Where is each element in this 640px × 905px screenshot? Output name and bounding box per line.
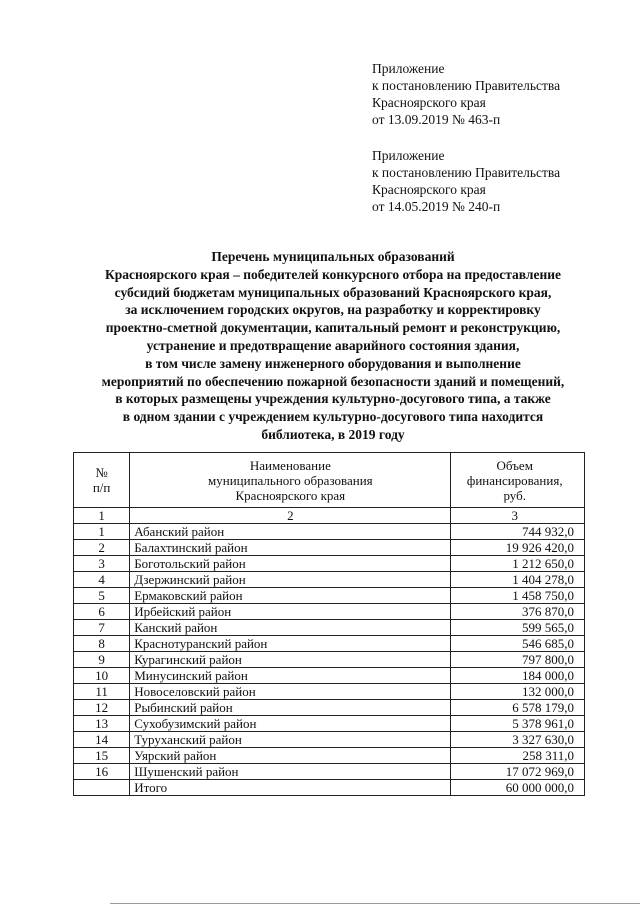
table-row (74, 540, 585, 556)
row-amount: 376 870,0 (451, 604, 585, 620)
header-text: Красноярского края (235, 487, 346, 503)
total-label: Итого (130, 780, 451, 796)
row-amount: 6 578 179,0 (451, 700, 585, 716)
row-amount: 797 800,0 (451, 652, 585, 668)
row-name: Ермаковский район (130, 588, 451, 604)
document-title (40, 248, 626, 444)
row-number: 2 (74, 540, 130, 556)
row-name: Минусинский район (130, 668, 451, 684)
column-number-row (74, 508, 585, 524)
row-number: 15 (74, 748, 130, 764)
row-name: Боготольский район (130, 556, 451, 572)
title-line: мероприятий по обеспечению пожарной безопасности зданий и помещений, (101, 373, 565, 389)
column-number: 3 (451, 508, 585, 524)
row-name: Канский район (130, 620, 451, 636)
row-number: 11 (74, 684, 130, 700)
row-name: Дзержинский район (130, 572, 451, 588)
row-number: 4 (74, 572, 130, 588)
row-amount: 5 378 961,0 (451, 716, 585, 732)
row-amount: 1 212 650,0 (451, 556, 585, 572)
row-amount: 1 458 750,0 (451, 588, 585, 604)
header-text: п/п (92, 480, 111, 495)
table-row (74, 684, 585, 700)
row-number: 12 (74, 700, 130, 716)
header-text: Объем (496, 457, 533, 473)
title-line: за исключением городских округов, на разработку и корректировку (125, 302, 541, 318)
appendix-1-line-2: к постановлению Правительства (372, 78, 561, 93)
row-amount: 184 000,0 (451, 668, 585, 684)
table-row (74, 524, 585, 540)
table-header-row (74, 453, 585, 508)
row-name: Туруханский район (130, 732, 451, 748)
row-number: 7 (74, 620, 130, 636)
row-number: 6 (74, 604, 130, 620)
row-number: 13 (74, 716, 130, 732)
row-name: Ирбейский район (130, 604, 451, 620)
row-number: 5 (74, 588, 130, 604)
row-number: 1 (74, 524, 130, 540)
row-number: 9 (74, 652, 130, 668)
column-number: 2 (130, 508, 451, 524)
appendix-2-line-4: от 14.05.2019 № 240-п (372, 199, 501, 214)
row-number: 14 (74, 732, 130, 748)
total-amount: 60 000 000,0 (451, 780, 585, 796)
header-text: № (95, 465, 108, 480)
title-line: библиотека, в 2019 году (261, 426, 405, 442)
table-row (74, 636, 585, 652)
title-line: в одном здании с учреждением культурно-досугового типа находится (122, 409, 544, 425)
row-amount: 744 932,0 (451, 524, 585, 540)
row-amount: 546 685,0 (451, 636, 585, 652)
row-amount: 3 327 630,0 (451, 732, 585, 748)
title-line: субсидий бюджетам муниципальных образований Красноярского края, (114, 284, 552, 300)
total-row (74, 780, 585, 796)
table-row (74, 732, 585, 748)
header-text: руб. (503, 487, 526, 503)
row-number: 3 (74, 556, 130, 572)
appendix-1-line-3: Красноярского края (372, 95, 486, 110)
appendix-1-line-1: Приложение (372, 61, 445, 76)
title-line: в том числе замену инженерного оборудования и выполнение (145, 355, 521, 371)
row-name: Абанский район (130, 524, 451, 540)
title-line: проектно-сметной документации, капитальный ремонт и реконструкцию, (105, 320, 561, 336)
appendix-2-line-3: Красноярского края (372, 182, 486, 197)
row-number: 8 (74, 636, 130, 652)
table-row (74, 716, 585, 732)
title-line: устранение и предотвращение аварийного состояния здания, (146, 337, 520, 353)
row-name: Рыбинский район (130, 700, 451, 716)
table-row (74, 652, 585, 668)
appendix-1-line-4: от 13.09.2019 № 463-п (372, 112, 501, 127)
header-text: муниципального образования (208, 472, 373, 488)
table-row (74, 604, 585, 620)
total-num-cell (74, 780, 130, 796)
table-row (74, 700, 585, 716)
row-name: Сухобузимский район (130, 716, 451, 732)
row-amount: 132 000,0 (451, 684, 585, 700)
header-name (130, 453, 451, 508)
table-row (74, 620, 585, 636)
table-row (74, 764, 585, 780)
page-bottom-rule (110, 903, 640, 904)
table-row (74, 556, 585, 572)
title-line: в которых размещены учреждения культурно-досугового типа, а также (115, 391, 551, 407)
row-name: Уярский район (130, 748, 451, 764)
table-row (74, 748, 585, 764)
header-text: Наименование (249, 457, 331, 473)
row-name: Краснотуранский район (130, 636, 451, 652)
row-number: 16 (74, 764, 130, 780)
row-amount: 19 926 420,0 (451, 540, 585, 556)
table-row (74, 588, 585, 604)
table-row (74, 668, 585, 684)
funding-table (73, 452, 585, 796)
row-amount: 1 404 278,0 (451, 572, 585, 588)
row-amount: 599 565,0 (451, 620, 585, 636)
header-amount (451, 453, 585, 508)
title-line: Красноярского края – победителей конкурсного отбора на предоставление (104, 266, 561, 282)
row-name: Курагинский район (130, 652, 451, 668)
appendix-block-1 (372, 60, 560, 128)
row-name: Балахтинский район (130, 540, 451, 556)
table-row (74, 572, 585, 588)
column-number: 1 (74, 508, 130, 524)
appendix-2-line-2: к постановлению Правительства (372, 165, 561, 180)
row-number: 10 (74, 668, 130, 684)
appendix-2-line-1: Приложение (372, 148, 445, 163)
row-name: Новоселовский район (130, 684, 451, 700)
row-amount: 17 072 969,0 (451, 764, 585, 780)
header-text: финансирования, (466, 472, 563, 488)
row-name: Шушенский район (130, 764, 451, 780)
appendix-block-2 (372, 147, 560, 215)
header-number (74, 453, 130, 508)
row-amount: 258 311,0 (451, 748, 585, 764)
title-line: Перечень муниципальных образований (211, 249, 455, 264)
